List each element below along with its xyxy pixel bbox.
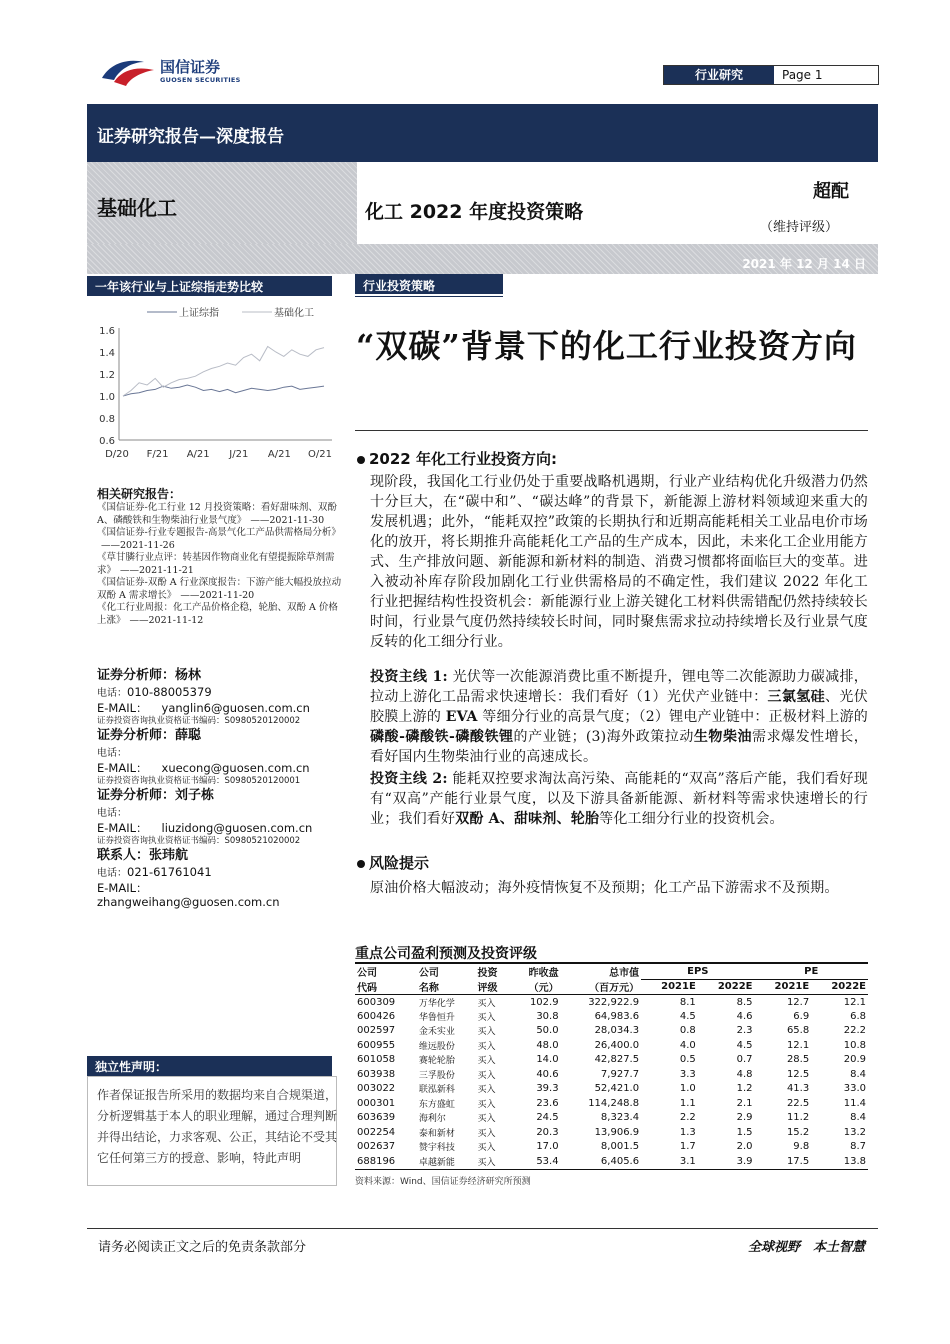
email-label: E-MAIL： — [97, 701, 148, 715]
cell-pe21: 41.3 — [786, 1083, 810, 1095]
contact-title: 联系人： — [97, 848, 150, 863]
analyst-phone-row — [97, 805, 342, 821]
date-band — [87, 244, 878, 274]
analyst-block — [97, 667, 342, 909]
cell-cap: 114,248.8 — [588, 1097, 640, 1109]
chart-heading-bar — [87, 276, 332, 296]
cell-code: 002637 — [357, 1141, 396, 1153]
cell-pe22: 13.8 — [843, 1155, 866, 1167]
cell-code: 688196 — [357, 1155, 396, 1167]
report-date: 2021 年 12 月 14 日 — [742, 257, 866, 271]
cell-name: 卓越新能 — [418, 1157, 455, 1168]
theme1-text-e: 需求爆发性增长，看好国内生物柴油行业的高速成长。 — [370, 729, 868, 765]
cell-price: 24.5 — [536, 1112, 559, 1124]
paragraph-1: 现阶段，我国化工行业仍处于重要战略机遇期，行业产业结构优化升级潜力仍然十分巨大，在“碳中和”、“碳达峰”的背景下，新能源上游材料领域迎来重大的发展机遇；此外，“能耗双控”政策的长期执行和近期高能耗相关工业品电价市场化的放开，将长期推升高能耗化工产品的生产成本，因此，未来化工企业用能方式、生产排放问题、新能源和新材料的制造、消费习惯都将面临巨大的变革。进入被动补库存阶段加剧化工行业供需格局的不确定性，我们建议 2022 年化工行业把握结构性投资机会：新能源行业上游关键化工材料供需错配仍然持续较长时间，行业景气度仍然持续较长时间，同时聚焦需求拉动持续增长及行业景气度反转的化工细分行业。 — [370, 474, 868, 650]
cell-pe22: 11.4 — [843, 1097, 866, 1109]
cell-pe21: 12.7 — [786, 996, 810, 1008]
th-pe-2021: 2021E — [774, 981, 810, 993]
cell-pe22: 33.0 — [843, 1083, 866, 1095]
disclaimer-heading-bar — [87, 1056, 332, 1076]
related-title: 《草甘膦行业点评：转基因作物商业化有望提振除草剂需求》 — [97, 552, 335, 576]
related-item — [97, 502, 342, 527]
risk-heading — [357, 852, 429, 873]
th-code: 公司 — [357, 968, 377, 979]
contact-card — [97, 847, 342, 909]
analyst-title: 证券分析师： — [97, 788, 176, 803]
headline-rule — [355, 430, 868, 431]
disclaimer-box — [87, 1076, 337, 1186]
trend-chart — [87, 300, 337, 470]
headline: “双碳”背景下的化工行业投资方向 — [356, 327, 857, 365]
analyst-card — [97, 667, 342, 727]
th-eps-2021: 2021E — [661, 981, 696, 993]
cell-eps21: 3.3 — [679, 1068, 696, 1080]
x-tick-label: F/21 — [146, 449, 169, 460]
earnings-table-body — [355, 995, 868, 1169]
analyst-heading — [97, 787, 342, 805]
contact-phone: 021-61761041 — [127, 865, 212, 879]
cell-cap: 13,906.9 — [594, 1126, 640, 1138]
table-row — [355, 1053, 868, 1068]
y-tick-label: 1.0 — [99, 392, 115, 403]
email-label: E-MAIL： — [97, 761, 148, 775]
th-name: 公司 — [418, 968, 439, 979]
cell-eps21: 1.7 — [679, 1141, 696, 1153]
table-row — [355, 1024, 868, 1039]
report-title: 化工 2022 年度投资策略 — [365, 201, 584, 223]
report-type: 证券研究报告—深度报告 — [97, 127, 284, 147]
theme1-text-d: 的产业链；(3)海外政策拉动 — [513, 729, 694, 745]
cell-name: 海利尔 — [418, 1114, 446, 1125]
related-title: 《国信证券-双酚 A 行业深度报告：下游产能大幅投放拉动双酚 A 需求增长》 — [97, 577, 342, 601]
table-row — [355, 995, 868, 1010]
earnings-table — [355, 964, 868, 1169]
theme1-bold-4: 生物柴油 — [693, 729, 753, 745]
cell-pe22: 20.9 — [843, 1054, 866, 1066]
cell-eps21: 2.2 — [679, 1112, 696, 1124]
related-date: ——2021-11-12 — [129, 614, 204, 626]
cell-pe21: 12.1 — [786, 1039, 810, 1051]
cell-code: 002254 — [357, 1126, 396, 1138]
related-item — [97, 527, 342, 552]
bullet-icon — [357, 860, 365, 868]
related-date: ——2021-11-26 — [101, 539, 175, 551]
cell-rating: 买入 — [477, 1027, 496, 1038]
theme-2 — [370, 769, 868, 829]
analyst-cert: 证券投资咨询执业资格证书编码：S0980520120001 — [97, 776, 301, 786]
x-tick-label: O/21 — [308, 449, 332, 460]
th-price-2: （元） — [528, 983, 559, 994]
report-type-bar — [87, 104, 878, 162]
cell-pe21: 12.5 — [786, 1068, 810, 1080]
cell-eps22: 4.5 — [736, 1039, 753, 1051]
analyst-cert: 证券投资咨询执业资格证书编码：S0980521020002 — [97, 836, 301, 846]
x-tick-label: A/21 — [186, 449, 210, 460]
cell-cap: 42,827.5 — [594, 1054, 640, 1066]
theme2-label: 投资主线 2: — [370, 771, 448, 787]
sector-name: 基础化工 — [97, 196, 177, 220]
cell-eps21: 1.1 — [679, 1097, 696, 1109]
section1-heading-text: 2022 年化工行业投资方向: — [369, 450, 557, 468]
analyst-phone-row — [97, 745, 342, 761]
analyst-email[interactable]: xuecong@guosen.com.cn — [161, 761, 310, 775]
cell-eps22: 1.5 — [736, 1126, 753, 1138]
cell-pe22: 13.2 — [843, 1126, 866, 1138]
theme1-label: 投资主线 1: — [370, 669, 448, 685]
related-item — [97, 552, 342, 577]
table-row — [355, 1125, 868, 1140]
cell-pe22: 12.1 — [843, 996, 866, 1008]
analyst-email-row — [97, 701, 342, 715]
footer-right: 全球视野 本土智慧 — [748, 1240, 866, 1255]
theme2-text-a: 能耗双控要求淘汰高污染、高能耗的“双高”落后产能，我们看好现有“双高”产能行业景气度，以及下游具备新能源、新材料等需求快速增长的行业；我们看好 — [370, 771, 868, 827]
cell-cap: 28,034.3 — [594, 1025, 640, 1037]
theme1-bold-3: 磷酸-磷酸铁-磷酸铁锂 — [370, 729, 514, 745]
analyst-card — [97, 787, 342, 847]
cell-pe21: 28.5 — [786, 1054, 810, 1066]
related-item — [97, 577, 342, 602]
theme1-text-c: 等细分行业的高景气度；（2）锂电产业链中：正极材料上游的 — [477, 709, 868, 725]
related-title: 《国信证券-行业专题报告-高景气化工产品供需格局分析》 — [97, 527, 341, 538]
cell-rating: 买入 — [477, 1157, 496, 1168]
analyst-heading — [97, 727, 342, 745]
cell-pe22: 6.8 — [850, 1010, 866, 1022]
cell-name: 赞宇科技 — [418, 1143, 455, 1154]
y-tick-label: 1.4 — [99, 348, 115, 359]
cell-pe22: 8.4 — [850, 1112, 866, 1124]
table-row — [355, 1154, 868, 1169]
analyst-email-row — [97, 761, 342, 775]
page-number: Page 1 — [782, 68, 823, 82]
analyst-email-row — [97, 821, 342, 835]
theme2-text-b: 等化工细分行业的投资机会。 — [599, 811, 784, 827]
bullet-icon — [357, 456, 365, 464]
cell-price: 39.3 — [536, 1083, 559, 1095]
cell-rating: 买入 — [477, 1070, 496, 1081]
th-eps-2022: 2022E — [717, 981, 753, 993]
table-row — [355, 1096, 868, 1111]
risk-heading-text: 风险提示 — [369, 854, 430, 872]
cell-name: 金禾实业 — [418, 1027, 455, 1038]
cell-pe22: 8.4 — [850, 1068, 866, 1080]
series-line — [123, 385, 324, 396]
table-row — [355, 1111, 868, 1126]
th-cap: 总市值 — [609, 968, 640, 979]
cell-eps22: 2.3 — [736, 1025, 753, 1037]
cell-rating: 买入 — [477, 1041, 496, 1052]
related-date: ——2021-11-20 — [180, 589, 255, 601]
cell-eps22: 2.9 — [736, 1112, 753, 1124]
cell-cap: 322,922.9 — [588, 996, 640, 1008]
sector-band — [87, 162, 357, 244]
cell-code: 003022 — [357, 1083, 396, 1095]
analyst-card — [97, 727, 342, 787]
cell-pe21: 15.2 — [786, 1126, 810, 1138]
cell-price: 14.0 — [536, 1054, 559, 1066]
related-research — [97, 486, 342, 627]
cell-name: 联泓新科 — [418, 1085, 455, 1096]
cell-code: 600309 — [357, 996, 396, 1008]
category-label — [664, 66, 774, 84]
cell-pe22: 8.7 — [850, 1141, 866, 1153]
brand-name-en: GUOSEN SECURITIES — [160, 76, 241, 84]
cell-cap: 8,323.4 — [600, 1112, 640, 1124]
rating-note: （维持评级） — [760, 220, 839, 235]
earnings-table-wrap — [355, 962, 868, 1170]
cell-price: 48.0 — [536, 1039, 559, 1051]
analyst-cert: 证券投资咨询执业资格证书编码：S0980520120002 — [97, 716, 301, 726]
cell-rating: 买入 — [477, 1099, 496, 1110]
cell-code: 600426 — [357, 1010, 396, 1022]
cell-price: 102.9 — [529, 996, 559, 1008]
cell-name: 东方盛虹 — [418, 1099, 455, 1110]
brand-logo — [100, 54, 250, 90]
cell-pe21: 6.9 — [793, 1010, 810, 1022]
analyst-name: 薛聪 — [175, 728, 202, 743]
series-line — [123, 347, 324, 397]
cell-eps21: 4.0 — [679, 1039, 696, 1051]
related-item — [97, 602, 342, 627]
cell-code: 601058 — [357, 1054, 396, 1066]
cell-pe22: 10.8 — [843, 1039, 866, 1051]
cell-eps21: 1.3 — [679, 1126, 696, 1138]
cell-name: 赛轮轮胎 — [418, 1056, 455, 1067]
theme2-bold: 双酚 A、甜味剂、轮胎 — [455, 811, 600, 827]
contact-heading — [97, 847, 342, 865]
related-title: 《化工行业周报：化工产品价格企稳，轮胎、双酚 A 价格上涨》 — [97, 602, 338, 626]
cell-cap: 8,001.5 — [600, 1141, 640, 1153]
cell-rating: 买入 — [477, 1128, 496, 1139]
analyst-phone-row — [97, 685, 342, 701]
table-row — [355, 1009, 868, 1024]
rating: 超配 — [813, 181, 849, 202]
contact-email[interactable]: zhangweihang@guosen.com.cn — [97, 895, 280, 909]
cell-cap: 26,400.0 — [594, 1039, 640, 1051]
x-tick-label: A/21 — [267, 449, 291, 460]
th-name-2: 名称 — [418, 983, 439, 994]
cell-rating: 买入 — [477, 998, 496, 1009]
th-rating: 投资 — [477, 968, 498, 979]
section1-heading — [357, 448, 557, 469]
trend-chart-svg — [87, 300, 337, 470]
chart-heading: 一年该行业与上证综指走势比较 — [95, 280, 264, 294]
guosen-logo-icon — [100, 56, 156, 88]
legend-label: 基础化工 — [274, 308, 314, 319]
cell-price: 50.0 — [536, 1025, 559, 1037]
cell-rating: 买入 — [477, 1114, 496, 1125]
cell-eps22: 1.2 — [736, 1083, 753, 1095]
cell-eps21: 1.0 — [679, 1083, 696, 1095]
analyst-title: 证券分析师： — [97, 728, 176, 743]
cell-rating: 买入 — [477, 1143, 496, 1154]
related-date: ——2021-11-21 — [120, 564, 194, 576]
cell-rating: 买入 — [477, 1056, 496, 1067]
cell-name: 三孚股份 — [418, 1070, 455, 1081]
related-heading: 相关研究报告： — [97, 487, 182, 501]
related-list — [97, 502, 342, 627]
headline-underline — [355, 296, 503, 297]
theme1-bold-2: EVA — [445, 709, 478, 725]
cell-price: 40.6 — [536, 1068, 559, 1080]
contact-email-label: E-MAIL： — [97, 881, 148, 895]
analyst-name: 刘子栋 — [175, 788, 215, 803]
phone-label: 电话： — [97, 688, 127, 699]
cell-eps22: 4.6 — [736, 1010, 753, 1022]
y-tick-label: 0.6 — [99, 436, 115, 447]
cell-cap: 6,405.6 — [600, 1155, 640, 1167]
footer-rule — [87, 1228, 878, 1229]
cell-name: 维远股份 — [418, 1041, 455, 1052]
analyst-email[interactable]: yanglin6@guosen.com.cn — [161, 701, 310, 715]
cell-price: 17.0 — [536, 1141, 559, 1153]
cell-eps21: 3.1 — [679, 1155, 696, 1167]
legend-label: 上证综指 — [179, 308, 219, 319]
page-box — [663, 65, 879, 85]
theme-1 — [370, 667, 868, 767]
x-tick-label: J/21 — [229, 449, 249, 460]
cell-price: 20.3 — [536, 1126, 559, 1138]
cell-cap: 64,983.6 — [594, 1010, 640, 1022]
brand-name-cn: 国信证券 — [160, 58, 221, 76]
analyst-email[interactable]: liuzidong@guosen.com.cn — [161, 821, 313, 835]
x-tick-label: D/20 — [105, 449, 129, 460]
related-date: ——2021-11-30 — [250, 514, 325, 526]
phone-label: 电话： — [97, 748, 127, 759]
cell-eps22: 0.7 — [736, 1054, 753, 1066]
cell-pe21: 65.8 — [786, 1025, 810, 1037]
cell-rating: 买入 — [477, 1085, 496, 1096]
table-row — [355, 1082, 868, 1097]
disclaimer-heading: 独立性声明： — [95, 1060, 168, 1074]
y-tick-label: 1.6 — [99, 326, 115, 337]
analyst-title: 证券分析师： — [97, 668, 176, 683]
cell-eps22: 2.0 — [736, 1141, 753, 1153]
table-source: 资料来源：Wind、国信证券经济研究所预测 — [355, 1177, 531, 1187]
disclaimer-text: 作者保证报告所采用的数据均来自合规渠道，分析逻辑基于本人的职业理解，通过合理判断并得出结论，力求客观、公正，其结论不受其它任何第三方的授意、影响，特此声明 — [97, 1088, 338, 1165]
y-tick-label: 0.8 — [99, 414, 115, 425]
cell-code: 002597 — [357, 1025, 396, 1037]
contact-phone-row — [97, 865, 342, 881]
cell-eps21: 8.1 — [679, 996, 696, 1008]
contact-name: 张玮航 — [149, 848, 189, 863]
cell-price: 53.4 — [536, 1155, 559, 1167]
analyst-name: 杨林 — [175, 668, 202, 683]
y-tick-label: 1.2 — [99, 370, 115, 381]
cell-price: 30.8 — [536, 1010, 559, 1022]
cell-eps22: 4.8 — [736, 1068, 753, 1080]
related-title: 《国信证券-化工行业 12 月投资策略：看好甜味剂、双酚 A、磷酸铁和生物柴油行业景气度》 — [97, 502, 337, 526]
th-code-2: 代码 — [357, 983, 377, 994]
th-price: 昨收盘 — [528, 968, 559, 979]
cell-eps21: 4.5 — [679, 1010, 696, 1022]
phone-label: 电话： — [97, 868, 127, 879]
th-pe: PE — [755, 964, 869, 979]
cell-cap: 7,927.7 — [600, 1068, 640, 1080]
th-pe-2022: 2022E — [831, 981, 866, 993]
cell-code: 603938 — [357, 1068, 396, 1080]
cell-pe21: 17.5 — [786, 1155, 810, 1167]
theme1-bold-1: 三氯氢硅 — [767, 689, 826, 705]
table-row — [355, 1067, 868, 1082]
cell-pe21: 22.5 — [786, 1097, 810, 1109]
phone-label: 电话： — [97, 808, 127, 819]
th-cap-2: （百万元） — [589, 983, 640, 994]
theme1-text-b: 、光伏胶膜上游的 — [370, 689, 868, 725]
analyst-phone: 010-88005379 — [127, 685, 212, 699]
tag-bar — [355, 274, 503, 294]
cell-name: 华鲁恒升 — [418, 1012, 455, 1023]
cell-price: 23.6 — [536, 1097, 559, 1109]
email-label: E-MAIL： — [97, 821, 148, 835]
cell-cap: 52,421.0 — [594, 1083, 640, 1095]
th-eps: EPS — [641, 964, 754, 979]
table-title: 重点公司盈利预测及投资评级 — [355, 946, 537, 962]
cell-name: 万华化学 — [418, 998, 455, 1009]
cell-eps21: 0.8 — [679, 1025, 696, 1037]
cell-name: 泰和新材 — [418, 1128, 455, 1139]
cell-eps22: 3.9 — [736, 1155, 753, 1167]
cell-pe21: 9.8 — [793, 1141, 810, 1153]
cell-code: 603639 — [357, 1112, 396, 1124]
cell-pe22: 22.2 — [843, 1025, 866, 1037]
cell-rating: 买入 — [477, 1012, 496, 1023]
risk-text: 原油价格大幅波动；海外疫情恢复不及预期；化工产品下游需求不及预期。 — [370, 880, 839, 896]
th-rating-2: 评级 — [477, 983, 498, 994]
cell-eps22: 8.5 — [736, 996, 753, 1008]
cell-eps21: 0.5 — [679, 1054, 696, 1066]
table-row — [355, 1038, 868, 1053]
tag-text: 行业投资策略 — [363, 279, 436, 293]
cell-code: 000301 — [357, 1097, 396, 1109]
theme1-text-a: 光伏等一次能源消费比重不断提升，锂电等二次能源助力碳减排，拉动上游化工品需求快速增长：我们看好（1）光伏产业链中： — [370, 669, 868, 705]
analyst-heading — [97, 667, 342, 685]
cell-pe21: 11.2 — [786, 1112, 810, 1124]
table-row — [355, 1140, 868, 1155]
cell-code: 600955 — [357, 1039, 396, 1051]
cell-eps22: 2.1 — [736, 1097, 753, 1109]
category-text: 行业研究 — [694, 68, 743, 82]
footer-left: 请务必阅读正文之后的免责条款部分 — [98, 1240, 307, 1255]
